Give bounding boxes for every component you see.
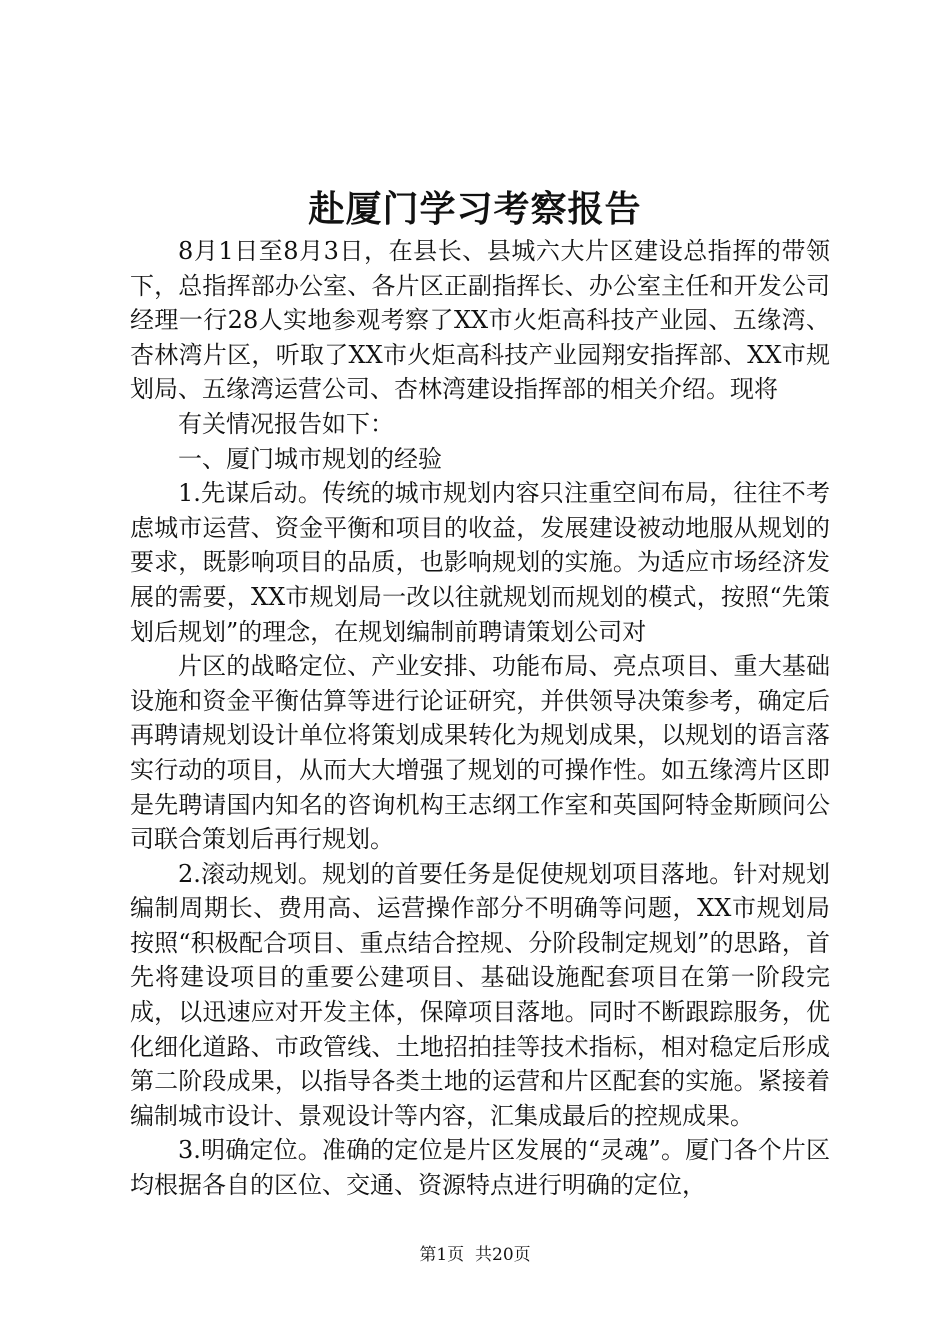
paragraph-point-3: 3.明确定位。准确的定位是片区发展的“灵魂”。厦门各个片区均根据各自的区位、交通、资源特点进行明确的定位， <box>130 1136 830 1200</box>
page-total: 共20页 <box>475 1245 531 1265</box>
paragraph-point-1: 1.先谋后动。传统的城市规划内容只注重空间布局，往往不考虑城市运营、资金平衡和项目的收益，发展建设被动地服从规划的要求，既影响项目的品质，也影响规划的实施。为适应市场经济发展的需要，XX市规划局一改以往就规划而规划的模式，按照“先策划后规划”的理念，在规划编制前聘请策划公司对 <box>130 479 830 646</box>
document-body <box>130 234 830 1203</box>
document-title: 赴厦门学习考察报告 <box>308 188 642 230</box>
paragraph-intro: 8月1日至8月3日，在县长、县城六大片区建设总指挥的带领下，总指挥部办公室、各片区正副指挥长、办公室主任和开发公司经理一行28人实地参观考察了XX市火炬高科技产业园、五缘湾、杏林湾片区，听取了XX市火炬高科技产业园翔安指挥部、XX市规划局、五缘湾运营公司、杏林湾建设指挥部的相关介绍。现将 <box>130 237 830 404</box>
page-footer <box>0 1243 950 1267</box>
section-heading-1: 一、厦门城市规划的经验 <box>178 444 442 473</box>
paragraph-report-lead: 有关情况报告如下： <box>178 409 394 438</box>
paragraph-point-1-continued: 片区的战略定位、产业安排、功能布局、亮点项目、重大基础设施和资金平衡估算等进行论证研究，并供领导决策参考，确定后再聘请规划设计单位将策划成果转化为规划成果，以规划的语言落实行动的项目，从而大大增强了规划的可操作性。如五缘湾片区即是先聘请国内知名的咨询机构王志纲工作室和英国阿特金斯顾问公司联合策划后再行规划。 <box>130 652 830 854</box>
page-number: 第1页 <box>419 1245 465 1265</box>
paragraph-point-2: 2.滚动规划。规划的首要任务是促使规划项目落地。针对规划编制周期长、费用高、运营操作部分不明确等问题，XX市规划局按照“积极配合项目、重点结合控规、分阶段制定规划”的思路，首先将建设项目的重要公建项目、基础设施配套项目在第一阶段完成，以迅速应对开发主体，保障项目落地。同时不断跟踪服务，优化细化道路、市政管线、土地招拍挂等技术指标，相对稳定后形成第二阶段成果，以指导各类土地的运营和片区配套的实施。紧接着编制城市设计、景观设计等内容，汇集成最后的控规成果。 <box>130 859 830 1130</box>
